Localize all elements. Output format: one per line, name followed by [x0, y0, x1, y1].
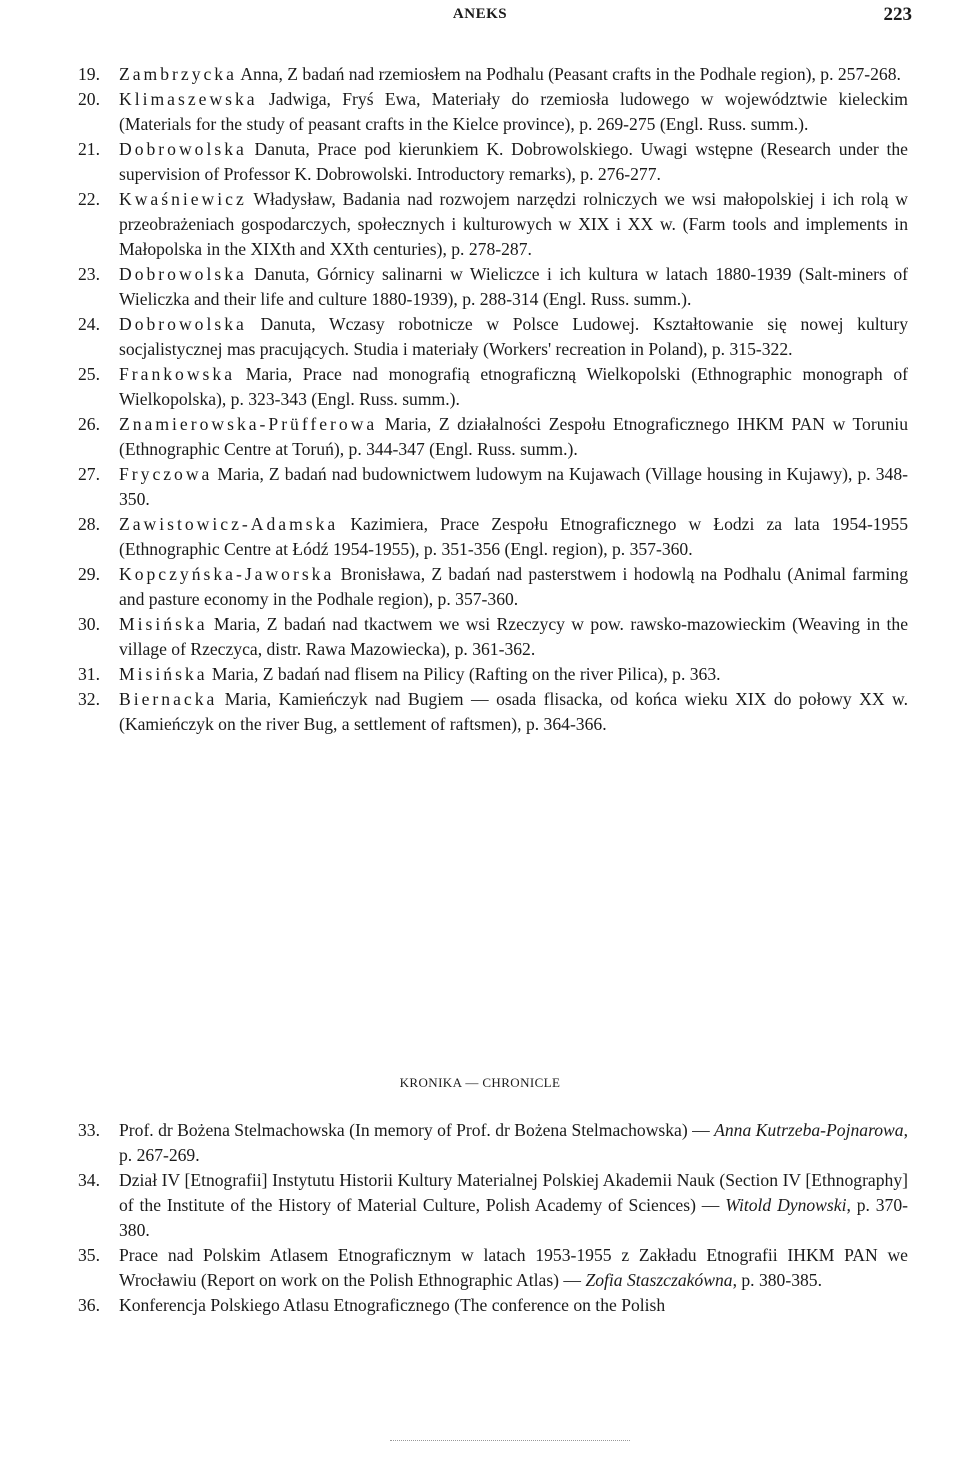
entry-number: 27. [78, 464, 100, 484]
list-item [0, 1168, 960, 1243]
entry-author: Dobrowolska [119, 264, 247, 284]
list-item [0, 1243, 960, 1293]
entry-author: Fryczowa [119, 464, 213, 484]
entry-author: Kopczyńska-Jaworska [119, 564, 335, 584]
entry-author: Misińska [119, 614, 208, 634]
page-number: 223 [883, 4, 912, 25]
entry-number: 23. [78, 264, 100, 284]
footer-dots [390, 1440, 630, 1443]
entry-author: Frankowska [119, 364, 236, 384]
entry-text: Prace nad Polskim Atlasem Etnograficznym w latach 1953-1955 z Zakładu Etnografii IHKM PAN we Wrocławiu (Report on work on the Polish Ethnographic Atlas) — [119, 1245, 908, 1290]
list-item [0, 1118, 960, 1168]
list-item [0, 137, 960, 187]
entry-number: 34. [78, 1170, 100, 1190]
entry-number: 30. [78, 614, 100, 634]
entry-text: Danuta, Prace pod kierunkiem K. Dobrowolskiego. Uwagi wstępne (Research under the supervision of Professor K. Dobrowolski. Introductory remarks), p. 276-277. [119, 139, 908, 184]
entry-text: Maria, Z działalności Zespołu Etnograficznego IHKM PAN w Toruniu (Ethnographic Centre at Toruń), p. 344-347 (Engl. Russ. summ.). [119, 414, 908, 459]
entry-pages: , p. 267-269. [119, 1120, 908, 1165]
list-item [0, 412, 960, 462]
entry-author: Dobrowolska [119, 314, 247, 334]
list-item [0, 87, 960, 137]
entry-text: Maria, Z badań nad flisem na Pilicy (Rafting on the river Pilica), p. 363. [207, 664, 721, 684]
entry-text: Konferencja Polskiego Atlasu Etnograficznego (The conference on the Polish [119, 1295, 666, 1315]
entry-pages: , p. 370-380. [119, 1195, 909, 1240]
list-item [0, 687, 960, 737]
entry-text: Dział IV [Etnografii] Instytutu Historii Kultury Materialnej Polskiej Akademii Nauk (Section IV [Ethnography] of the Institute of the History of Material Culture, Polish Academy of Sciences) — [119, 1170, 908, 1215]
list-item [0, 562, 960, 612]
chronicle-list [0, 1118, 960, 1318]
entry-author: Misińska [119, 664, 208, 684]
list-item [0, 312, 960, 362]
entry-number: 35. [78, 1245, 100, 1265]
list-item [0, 462, 960, 512]
entry-text: Kazimiera, Prace Zespołu Etnograficznego w Łodzi za lata 1954-1955 (Ethnographic Centre at Łódź 1954-1955), p. 351-356 (Engl. region), p. 357-360. [119, 514, 908, 559]
bibliography-list [0, 62, 960, 737]
entry-text: Maria, Prace nad monografią etnograficzną Wielkopolski (Ethnographic monograph of Wielkopolska), p. 323-343 (Engl. Russ. summ.). [119, 364, 908, 409]
entry-author: Dobrowolska [119, 139, 247, 159]
list-item [0, 512, 960, 562]
section-heading: KRONIKA — CHRONICLE [399, 1075, 561, 1090]
entry-number: 33. [78, 1120, 100, 1140]
entry-author: Biernacka [119, 689, 218, 709]
entry-text: Maria, Z badań nad budownictwem ludowym na Kujawach (Village housing in Kujawy), p. 348-350. [119, 464, 908, 509]
entry-author: Zambrzycka [119, 64, 237, 84]
entry-number: 36. [78, 1295, 100, 1315]
entry-author-italic: Witold Dynowski [725, 1195, 847, 1215]
entry-author-italic: Anna Kutrzeba-Pojnarowa [714, 1120, 904, 1140]
entry-text: Danuta, Górnicy salinarni w Wieliczce i ich kultura w latach 1880-1939 (Salt-miners of Wieliczka and their life and culture 1880-1939), p. 288-314 (Engl. Russ. summ.). [119, 264, 908, 309]
entry-number: 21. [78, 139, 100, 159]
entry-text: Bronisława, Z badań nad pasterstwem i hodowlą na Podhalu (Animal farming and pasture economy in the Podhale region), p. 357-360. [119, 564, 908, 609]
entry-number: 19. [78, 64, 100, 84]
entry-text: Danuta, Wczasy robotnicze w Polsce Ludowej. Kształtowanie się nowej kultury socjalistycznej mas pracujących. Studia i materiały (Workers' recreation in Poland), p. 315-322. [119, 314, 908, 359]
entry-number: 32. [78, 689, 100, 709]
entry-author: Kwaśniewicz [119, 189, 247, 209]
entry-text: Jadwiga, Fryś Ewa, Materiały do rzemiosła ludowego w województwie kieleckim (Materials for the study of peasant crafts in the Kielce province), p. 269-275 (Engl. Russ. summ.). [119, 89, 908, 134]
entry-text: Prof. dr Bożena Stelmachowska (In memory of Prof. dr Bożena Stelmachowska) — [119, 1120, 715, 1140]
list-item [0, 612, 960, 662]
entry-text: Maria, Kamieńczyk nad Bugiem — osada flisacka, od końca wieku XIX do połowy XX w. (Kamieńczyk on the river Bug, a settlement of raftsmen), p. 364-366. [119, 689, 908, 734]
entry-text: Maria, Z badań nad tkactwem we wsi Rzeczycy w pow. rawsko-mazowieckim (Weaving in the village of Rzeczyca, distr. Rawa Mazowiecka), p. 361-362. [119, 614, 908, 659]
list-item [0, 62, 960, 87]
entry-number: 25. [78, 364, 100, 384]
entry-text: Anna, Z badań nad rzemiosłem na Podhalu (Peasant crafts in the Podhale region), p. 257-268. [236, 64, 901, 84]
list-item [0, 1293, 960, 1318]
list-item [0, 362, 960, 412]
entry-number: 24. [78, 314, 100, 334]
entry-author: Zawistowicz-Adamska [119, 514, 339, 534]
running-title: ANEKS [452, 6, 508, 22]
entry-author-italic: Zofia Staszczakówna [585, 1270, 733, 1290]
entry-author: Klimaszewska [119, 89, 258, 109]
entry-pages: , p. 380-385. [732, 1270, 822, 1290]
entry-number: 29. [78, 564, 100, 584]
entry-number: 26. [78, 414, 100, 434]
list-item [0, 662, 960, 687]
entry-author: Znamierowska-Prüfferowa [119, 414, 378, 434]
entry-number: 22. [78, 189, 100, 209]
list-item [0, 262, 960, 312]
entry-number: 28. [78, 514, 100, 534]
entry-number: 31. [78, 664, 100, 684]
list-item [0, 187, 960, 262]
entry-text: Władysław, Badania nad rozwojem narzędzi rolniczych we wsi małopolskiej i ich rolą w przeobrażeniach gospodarczych, społecznych i kulturowych w XIX i XX w. (Farm tools and implements in Małopolska in the XIXth and XXth centuries), p. 278-287. [119, 189, 908, 259]
entry-number: 20. [78, 89, 100, 109]
page-header [0, 6, 960, 30]
